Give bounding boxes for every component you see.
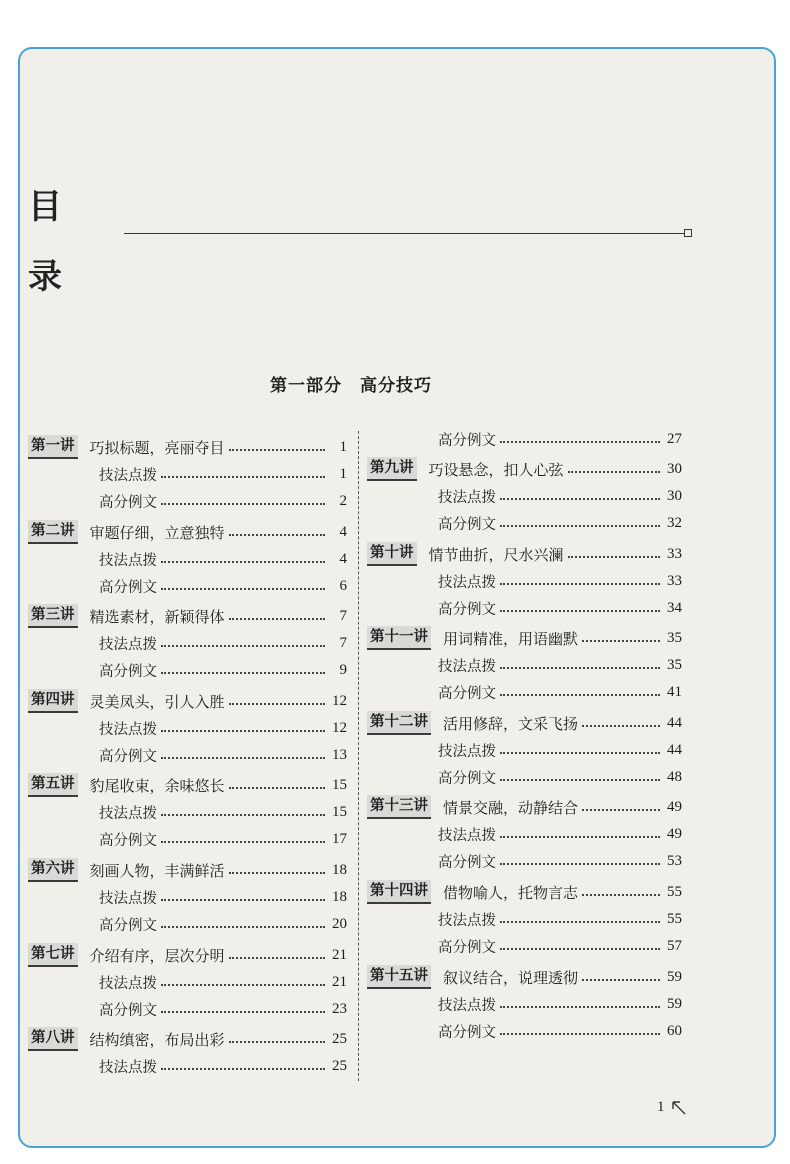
lecture-title: 精选素材，新颖得体 — [89, 607, 225, 626]
dot-leader — [229, 534, 325, 536]
lecture-label: 第十一讲 — [367, 626, 431, 650]
toc-sub-entry[interactable] — [99, 997, 347, 1021]
dot-leader — [161, 926, 325, 928]
sub-entry-title: 技法点拨 — [438, 489, 496, 506]
dot-leader — [568, 556, 660, 558]
sub-entry-title: 技法点拨 — [438, 912, 496, 929]
page-ref: 55 — [667, 910, 682, 927]
sub-entry-title: 技法点拨 — [99, 1059, 157, 1076]
dot-leader — [229, 618, 325, 620]
dot-leader — [161, 561, 325, 563]
page-ref: 21 — [332, 946, 347, 963]
toc-lecture-entry[interactable] — [28, 1027, 347, 1051]
column-divider — [358, 431, 359, 1081]
dot-leader — [161, 814, 325, 816]
lecture-title: 情节曲折，尺水兴澜 — [428, 545, 564, 564]
dot-leader — [500, 525, 660, 527]
sub-entry-title: 高分例文 — [99, 832, 157, 849]
dot-leader — [161, 588, 325, 590]
dot-leader — [500, 752, 660, 754]
toc-sub-entry[interactable] — [99, 743, 347, 767]
page-ref: 9 — [339, 661, 347, 678]
page-ref: 13 — [332, 746, 347, 763]
sub-entry-title: 高分例文 — [438, 685, 496, 702]
toc-sub-entry[interactable] — [99, 885, 347, 909]
toc-sub-entry[interactable] — [438, 596, 682, 620]
sub-entry-title: 技法点拨 — [99, 890, 157, 907]
dot-leader — [500, 1006, 660, 1008]
dot-leader — [500, 863, 660, 865]
toc-sub-entry[interactable] — [438, 992, 682, 1016]
toc-lecture-entry[interactable] — [367, 626, 682, 650]
page-ref: 7 — [339, 634, 347, 651]
dot-leader — [229, 449, 325, 451]
page-ref: 32 — [667, 514, 682, 531]
toc-lecture-entry[interactable] — [28, 520, 347, 544]
page-ref: 55 — [667, 883, 682, 900]
dot-leader — [229, 703, 325, 705]
toc-sub-entry[interactable] — [438, 427, 682, 451]
page-ref: 35 — [667, 656, 682, 673]
dot-leader — [500, 1033, 660, 1035]
page-ref: 48 — [667, 768, 682, 785]
sub-entry-title: 高分例文 — [438, 601, 496, 618]
toc-sub-entry[interactable] — [438, 934, 682, 958]
lecture-title: 审题仔细，立意独特 — [89, 523, 225, 542]
sub-entry-title: 高分例文 — [99, 494, 157, 511]
dot-leader — [500, 921, 660, 923]
part-heading: 第一部分 高分技巧 — [270, 376, 432, 396]
page-ref: 4 — [339, 523, 347, 540]
lecture-label: 第三讲 — [28, 604, 78, 628]
lecture-title: 介绍有序，层次分明 — [89, 946, 225, 965]
sub-entry-title: 技法点拨 — [99, 721, 157, 738]
lecture-title: 豹尾收束，余味悠长 — [89, 776, 225, 795]
sub-entry-title: 高分例文 — [438, 1024, 496, 1041]
dot-leader — [161, 672, 325, 674]
toc-sub-entry[interactable] — [438, 511, 682, 535]
page-ref: 30 — [667, 487, 682, 504]
page-ref: 15 — [332, 803, 347, 820]
sub-entry-title: 高分例文 — [99, 1002, 157, 1019]
toc-sub-entry[interactable] — [438, 849, 682, 873]
dot-leader — [161, 841, 325, 843]
sub-entry-title: 高分例文 — [438, 432, 496, 449]
page-ref: 60 — [667, 1022, 682, 1039]
dot-leader — [500, 694, 660, 696]
sub-entry-title: 技法点拨 — [99, 467, 157, 484]
page-ref: 33 — [667, 572, 682, 589]
toc-sub-entry[interactable] — [99, 658, 347, 682]
title-rule-end-box — [684, 229, 692, 237]
dot-leader — [582, 894, 660, 896]
page-ref: 1 — [339, 465, 347, 482]
dot-leader — [161, 503, 325, 505]
lecture-label: 第六讲 — [28, 858, 78, 882]
page-frame — [18, 47, 776, 1148]
dot-leader — [500, 610, 660, 612]
toc-lecture-entry[interactable] — [28, 858, 347, 882]
toc-sub-entry[interactable] — [438, 907, 682, 931]
dot-leader — [229, 787, 325, 789]
page-ref: 1 — [339, 438, 347, 455]
page-ref: 17 — [332, 830, 347, 847]
lecture-title: 灵美凤头，引人入胜 — [89, 692, 225, 711]
page-ref: 59 — [667, 995, 682, 1012]
lecture-label: 第二讲 — [28, 520, 78, 544]
dot-leader — [161, 1068, 325, 1070]
title-rule — [124, 233, 684, 234]
toc-lecture-entry[interactable] — [367, 542, 682, 566]
page-ref: 4 — [339, 550, 347, 567]
page-ref: 25 — [332, 1057, 347, 1074]
dot-leader — [229, 1041, 325, 1043]
page-ref: 12 — [332, 719, 347, 736]
page-ref: 27 — [667, 430, 682, 447]
toc-sub-entry[interactable] — [99, 716, 347, 740]
sub-entry-title: 高分例文 — [99, 917, 157, 934]
page-ref: 6 — [339, 577, 347, 594]
page-ref: 53 — [667, 852, 682, 869]
dot-leader — [161, 899, 325, 901]
toc-lecture-entry[interactable] — [367, 965, 682, 989]
dot-leader — [500, 779, 660, 781]
toc-lecture-entry[interactable] — [28, 689, 347, 713]
dot-leader — [229, 872, 325, 874]
dot-leader — [582, 979, 660, 981]
lecture-label: 第一讲 — [28, 435, 78, 459]
lecture-label: 第十三讲 — [367, 795, 431, 819]
page-ref: 44 — [667, 741, 682, 758]
toc-sub-entry[interactable] — [99, 574, 347, 598]
lecture-label: 第十四讲 — [367, 880, 431, 904]
page-number: 1 — [657, 1099, 665, 1115]
sub-entry-title: 技法点拨 — [438, 574, 496, 591]
dot-leader — [500, 948, 660, 950]
lecture-label: 第七讲 — [28, 943, 78, 967]
dot-leader — [582, 640, 660, 642]
toc-lecture-entry[interactable] — [28, 773, 347, 797]
lecture-title: 结构缜密，布局出彩 — [89, 1030, 225, 1049]
page-ref: 35 — [667, 629, 682, 646]
dot-leader — [161, 730, 325, 732]
toc-sub-entry[interactable] — [438, 738, 682, 762]
dot-leader — [582, 809, 660, 811]
dot-leader — [582, 725, 660, 727]
dot-leader — [161, 1011, 325, 1013]
dot-leader — [161, 645, 325, 647]
page-ref: 23 — [332, 1000, 347, 1017]
page-ref: 30 — [667, 460, 682, 477]
sub-entry-title: 高分例文 — [438, 939, 496, 956]
sub-entry-title: 技法点拨 — [438, 658, 496, 675]
dot-leader — [500, 441, 660, 443]
dot-leader — [500, 498, 660, 500]
toc-sub-entry[interactable] — [99, 912, 347, 936]
lecture-title: 情景交融，动静结合 — [443, 798, 579, 817]
sub-entry-title: 技法点拨 — [438, 743, 496, 760]
page-ref: 59 — [667, 968, 682, 985]
lecture-label: 第九讲 — [367, 457, 417, 481]
page-ref: 21 — [332, 973, 347, 990]
toc-sub-entry[interactable] — [99, 827, 347, 851]
sub-entry-title: 技法点拨 — [438, 997, 496, 1014]
lecture-label: 第五讲 — [28, 773, 78, 797]
lecture-title: 借物喻人，托物言志 — [443, 883, 579, 902]
toc-sub-entry[interactable] — [99, 489, 347, 513]
dot-leader — [500, 667, 660, 669]
sub-entry-title: 高分例文 — [99, 663, 157, 680]
sub-entry-title: 技法点拨 — [99, 552, 157, 569]
lecture-title: 叙议结合，说理透彻 — [443, 968, 579, 987]
sub-entry-title: 高分例文 — [438, 854, 496, 871]
lecture-label: 第八讲 — [28, 1027, 78, 1051]
page-ref: 18 — [332, 861, 347, 878]
toc-lecture-entry[interactable] — [367, 711, 682, 735]
sub-entry-title: 技法点拨 — [99, 805, 157, 822]
dot-leader — [161, 984, 325, 986]
lecture-label: 第十讲 — [367, 542, 417, 566]
dot-leader — [229, 957, 325, 959]
lecture-title: 刻画人物，丰满鲜活 — [89, 861, 225, 880]
corner-arrow-icon — [672, 1101, 686, 1115]
page-ref: 44 — [667, 714, 682, 731]
sub-entry-title: 高分例文 — [99, 748, 157, 765]
toc-lecture-entry[interactable] — [28, 604, 347, 628]
toc-lecture-entry[interactable] — [28, 435, 347, 459]
page-ref: 34 — [667, 599, 682, 616]
dot-leader — [500, 836, 660, 838]
lecture-title: 用词精准，用语幽默 — [443, 629, 579, 648]
toc-lecture-entry[interactable] — [367, 880, 682, 904]
page-ref: 15 — [332, 776, 347, 793]
dot-leader — [568, 471, 660, 473]
page-ref: 20 — [332, 915, 347, 932]
toc-lecture-entry[interactable] — [367, 795, 682, 819]
lecture-title: 巧设悬念，扣人心弦 — [428, 460, 564, 479]
page-ref: 7 — [339, 607, 347, 624]
toc-sub-entry[interactable] — [438, 680, 682, 704]
toc-sub-entry[interactable] — [438, 1019, 682, 1043]
dot-leader — [161, 476, 325, 478]
page-ref: 25 — [332, 1030, 347, 1047]
page-ref: 49 — [667, 798, 682, 815]
page-ref: 2 — [339, 492, 347, 509]
sub-entry-title: 高分例文 — [99, 579, 157, 596]
page-ref: 18 — [332, 888, 347, 905]
toc-lecture-entry[interactable] — [367, 457, 682, 481]
title-char-mu: 目 — [28, 187, 62, 227]
lecture-label: 第十二讲 — [367, 711, 431, 735]
page-ref: 57 — [667, 937, 682, 954]
dot-leader — [161, 757, 325, 759]
sub-entry-title: 技法点拨 — [99, 975, 157, 992]
toc-sub-entry[interactable] — [99, 631, 347, 655]
toc-sub-entry[interactable] — [438, 484, 682, 508]
sub-entry-title: 高分例文 — [438, 516, 496, 533]
page-ref: 12 — [332, 692, 347, 709]
sub-entry-title: 高分例文 — [438, 770, 496, 787]
sub-entry-title: 技法点拨 — [438, 827, 496, 844]
page-ref: 49 — [667, 825, 682, 842]
toc-sub-entry[interactable] — [99, 547, 347, 571]
toc-sub-entry[interactable] — [438, 765, 682, 789]
dot-leader — [500, 583, 660, 585]
page-ref: 33 — [667, 545, 682, 562]
lecture-title: 活用修辞，文采飞扬 — [443, 714, 579, 733]
toc-sub-entry[interactable] — [438, 822, 682, 846]
page-ref: 41 — [667, 683, 682, 700]
toc-sub-entry[interactable] — [438, 569, 682, 593]
sub-entry-title: 技法点拨 — [99, 636, 157, 653]
lecture-title: 巧拟标题，亮丽夺目 — [89, 438, 225, 457]
toc-sub-entry[interactable] — [99, 800, 347, 824]
toc-sub-entry[interactable] — [99, 462, 347, 486]
toc-lecture-entry[interactable] — [28, 943, 347, 967]
toc-sub-entry[interactable] — [99, 1054, 347, 1078]
lecture-label: 第四讲 — [28, 689, 78, 713]
toc-sub-entry[interactable] — [99, 970, 347, 994]
toc-sub-entry[interactable] — [438, 653, 682, 677]
lecture-label: 第十五讲 — [367, 965, 431, 989]
title-char-lu: 录 — [28, 257, 62, 297]
